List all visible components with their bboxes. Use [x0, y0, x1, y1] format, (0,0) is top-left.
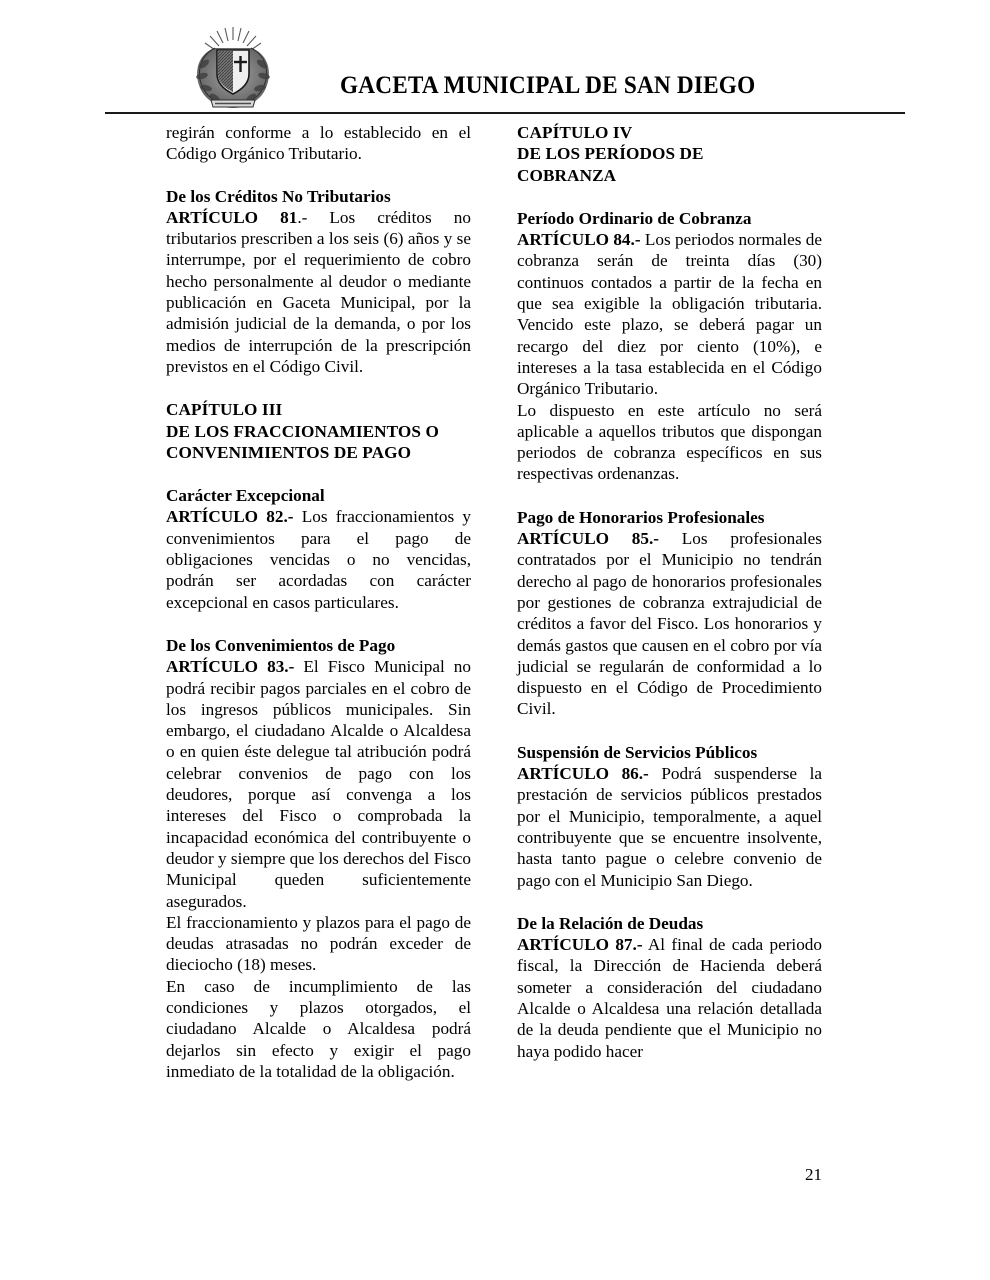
articulo-86-body: Podrá suspenderse la prestación de servicios públicos prestados por el Municipio, temporalmente, a aquel contribuyente que se encuentre insolvente, hasta tanto pague o celebre convenio de pago con el Municipio San Diego. [517, 764, 822, 890]
paragraph-spacer [517, 891, 822, 913]
epigraph-articulo-82: Carácter Excepcional [166, 486, 325, 506]
articulo-87-body: Al final de cada periodo fiscal, la Dirección de Hacienda deberá someter a consideración del ciudadano Alcalde o Alcaldesa una relación detallada de la deuda pendiente que el Municipio no haya podido hacer [517, 935, 822, 1061]
paragraph-articulo-83-second: El fraccionamiento y plazos para el pago de deudas atrasadas no podrán exceder de dieciocho (18) meses. [166, 912, 471, 975]
paragraph-spacer [517, 186, 822, 208]
epigraph-articulo-86: Suspensión de Servicios Públicos [517, 742, 758, 762]
header-divider [105, 112, 905, 114]
paragraph-articulo-85 [517, 528, 822, 720]
articulo-81-label: ARTÍCULO 81 [166, 207, 298, 227]
articulo-82-label: ARTÍCULO 82.- [166, 507, 294, 527]
chapter-iii-line-3: CONVENIMIENTOS DE PAGO [166, 442, 412, 462]
articulo-85-label: ARTÍCULO 85.- [517, 529, 660, 549]
page-header [105, 22, 905, 106]
paragraph-spacer [166, 165, 471, 186]
epigraph-articulo-85: Pago de Honorarios Profesionales [517, 507, 765, 527]
page-number: 21 [805, 1165, 822, 1184]
chapter-iii-line-1: CAPÍTULO III [166, 400, 283, 420]
page-title: GACETA MUNICIPAL DE SAN DIEGO [340, 72, 756, 99]
paragraph-spacer [166, 463, 471, 485]
epigraph-articulo-81: De los Créditos No Tributarios [166, 186, 391, 206]
articulo-87-label: ARTÍCULO 87.- [517, 935, 643, 955]
articulo-83-label: ARTÍCULO 83.- [166, 657, 295, 677]
articulo-83-body: El Fisco Municipal no podrá recibir pagos parciales en el cobro de los ingresos públicos municipales. Sin embargo, el ciudadano Alcalde o Alcaldesa o en quien éste delegue tal atribución podrá celebrar convenios de pago con los deudores, porque así convenga a los intereses del Fisco o comprobada la incapacidad económica del contribuyente o deudor y siempre que los derechos del Fisco Municipal queden suficientemente asegurados. [166, 657, 472, 911]
left-text-column [166, 122, 471, 1082]
paragraph-articulo-83-third: En caso de incumplimiento de las condiciones y plazos otorgados, el ciudadano Alcalde o Alcaldesa podrá dejarlos sin efecto y exigir el pago inmediato de la totalidad de la obligación. [166, 976, 471, 1081]
articulo-81-dash: .- [297, 207, 308, 227]
chapter-iv-line-1: CAPÍTULO IV [517, 123, 633, 142]
paragraph-articulo-86 [517, 763, 822, 891]
articulo-86-label: ARTÍCULO 86.- [517, 764, 649, 784]
chapter-iv-line-2: DE LOS PERÍODOS DE [517, 144, 704, 164]
paragraph-spacer [166, 377, 471, 399]
paragraph-articulo-81 [166, 207, 471, 377]
right-text-column [517, 122, 822, 1062]
articulo-84-body: Los periodos normales de cobranza serán de treinta días (30) continuos contados a partir de la fecha en que sea exigible la obligación tributaria. Vencido este plazo, se deberá pagar un recargo del diez por ciento (10%), e intereses a la tasa establecida en el Código Orgánico Tributario. [517, 230, 822, 399]
paragraph-spacer [166, 613, 471, 635]
epigraph-articulo-83: De los Convenimientos de Pago [166, 635, 396, 655]
articulo-85-body: Los profesionales contratados por el Municipio no tendrán derecho al pago de honorarios profesionales por gestiones de cobranza extrajudicial de créditos a favor del Fisco. Los honorarios y demás gastos que causen en el cobro por vía judicial se regularán de conformidad a lo dispuesto en el Código de Procedimiento Civil. [517, 529, 822, 719]
paragraph-spacer [517, 485, 822, 507]
chapter-iv-line-3: COBRANZA [517, 165, 617, 185]
articulo-82-body: Los fraccionamientos y convenimientos para el pago de obligaciones vencidas o no vencidas, podrán ser acordadas con carácter excepcional en casos particulares. [166, 507, 471, 612]
paragraph-spacer [517, 720, 822, 742]
paragraph-continued: regirán conforme a lo establecido en el Código Orgánico Tributario. [166, 123, 471, 164]
epigraph-articulo-84: Período Ordinario de Cobranza [517, 208, 752, 228]
epigraph-articulo-87: De la Relación de Deudas [517, 913, 704, 933]
paragraph-articulo-83 [166, 656, 471, 912]
paragraph-articulo-82 [166, 506, 471, 612]
articulo-84-label: ARTÍCULO 84.- [517, 230, 641, 250]
paragraph-articulo-84 [517, 229, 822, 399]
chapter-iii-line-2: DE LOS FRACCIONAMIENTOS O [166, 421, 439, 441]
paragraph-articulo-84-second: Lo dispuesto en este artículo no será aplicable a aquellos tributos que dispongan periodos de cobranza específicos en sus respectivas ordenanzas. [517, 400, 822, 484]
articulo-81-body: Los créditos no tributarios prescriben a los seis (6) años y se interrumpe, por el requerimiento de cobro hecho personalmente al deudor o mediante publicación en Gaceta Municipal, por la admisión judicial de la demanda, o por los medios de interrupción de la prescripción previstos en el Código Civil. [166, 207, 471, 376]
coat-of-arms-icon [185, 24, 281, 112]
paragraph-articulo-87 [517, 934, 822, 1062]
